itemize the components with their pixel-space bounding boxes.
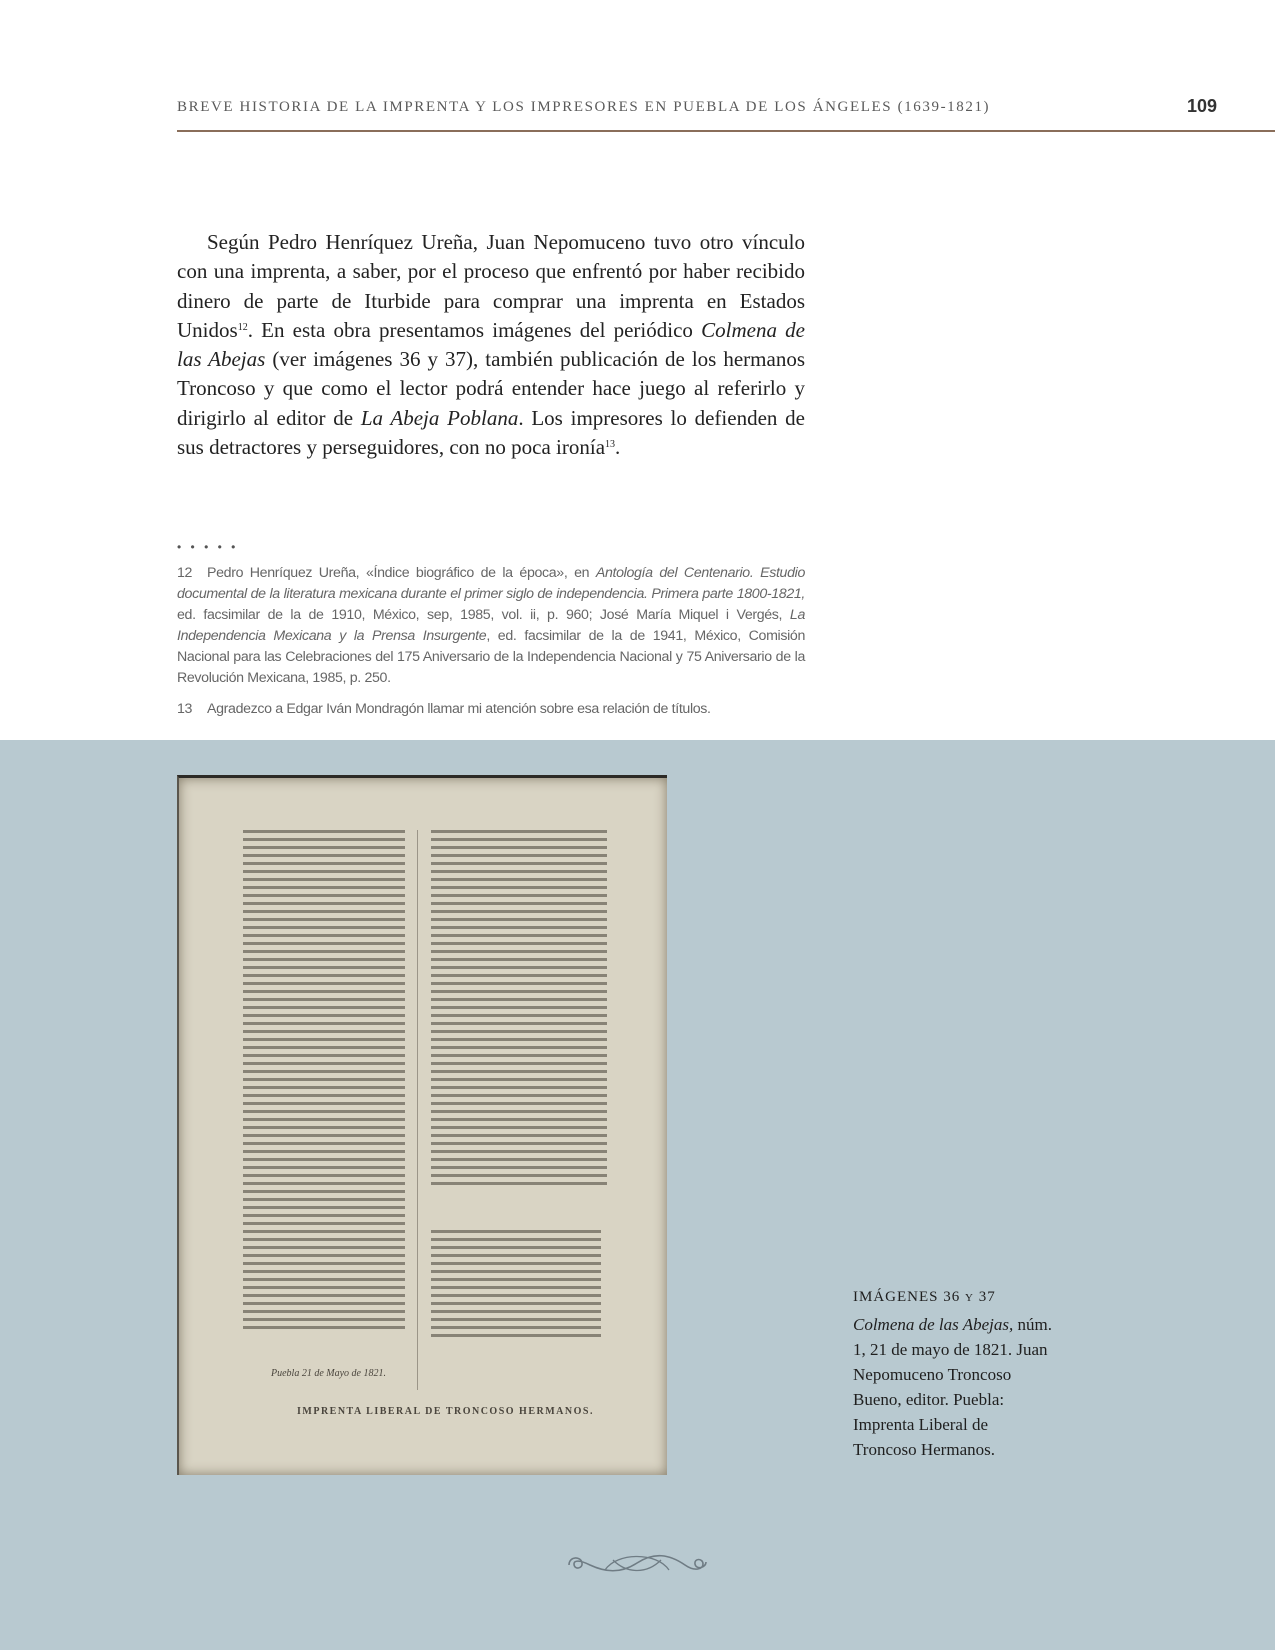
flourish-ornament-icon [565, 1548, 710, 1578]
footnote-title: Antología del Centenario. Estudio documental de la literatura mexicana durante el primer siglo de independencia. Primera parte 1800-1821, [177, 565, 805, 602]
newspaper-scan-image [177, 775, 667, 1475]
periodical-title-2: La Abeja Poblana [360, 405, 519, 430]
footnote-text: ed. facsimilar de la de 1910, México, sep, 1985, vol. ii, p. 960; José María Miquel i Vergés, [177, 607, 790, 623]
footnote-text: Pedro Henríquez Ureña, «Índice biográfico de la época», en [207, 565, 596, 581]
footnotes [177, 563, 805, 730]
caption-body [853, 1312, 1053, 1462]
footnote-ref-13: 13 [605, 439, 616, 451]
figure-caption [853, 1285, 1053, 1462]
body-text-5: . [615, 435, 621, 460]
running-title: BREVE HISTORIA DE LA IMPRENTA Y LOS IMPRESORES EN PUEBLA DE LOS ÁNGELES (1639-1821) [177, 99, 991, 115]
figure-panel [0, 740, 1275, 1650]
scan-column-rule [417, 830, 418, 1390]
body-text-3: (ver imágenes 36 y 37), también publicación de los hermanos Troncoso y que como el lector podrá entender hace juego al referirlo y dirigirlo al editor de [177, 347, 805, 430]
caption-text: núm. 1, 21 de mayo de 1821. Juan Nepomuceno Troncoso Bueno, editor. Puebla: Imprenta Liberal de Troncoso Hermanos. [853, 1315, 1052, 1459]
footnote-13 [177, 699, 805, 720]
scan-text-column [431, 1230, 601, 1340]
footnote-text: , ed. facsimilar de la de 1941, México, Comisión Nacional para las Celebraciones del 175 Aniversario de la Independencia Nacional y 75 Aniversario de la Revolución Mexicana, 1985, p. 250. [177, 628, 805, 686]
page-number: 109 [1187, 96, 1218, 116]
scan-signature: Puebla 21 de Mayo de 1821. [271, 1368, 386, 1379]
caption-label: IMÁGENES 36 y 37 [853, 1289, 996, 1305]
scan-imprint: IMPRENTA LIBERAL DE TRONCOSO HERMANOS. [297, 1406, 594, 1417]
scan-text-column [243, 830, 405, 1330]
footnote-separator: • • • • • [177, 540, 239, 554]
scan-text-column [431, 830, 607, 1190]
footnote-12 [177, 563, 805, 689]
footnote-number: 13 [177, 701, 193, 717]
body-text-2: . En esta obra presentamos imágenes del periódico [247, 317, 702, 342]
body-text-1: Según Pedro Henríquez Ureña, Juan Nepomuceno tuvo otro vínculo con una imprenta, a saber, por el proceso que enfrentó por haber recibido dinero de parte de Iturbide para comprar una imprenta en Estados Unidos [177, 230, 805, 342]
caption-title: Colmena de las Abejas, [853, 1315, 1014, 1334]
footnote-title: La Independencia Mexicana y la Prensa Insurgente [177, 607, 805, 644]
body-text-4: . Los impresores lo defienden de sus detractores y perseguidores, con no poca ironía [177, 405, 805, 460]
footnote-number: 12 [177, 565, 193, 581]
footnote-ref-12: 12 [237, 321, 248, 333]
footnote-text: Agradezco a Edgar Iván Mondragón llamar mi atención sobre esa relación de títulos. [207, 701, 711, 717]
running-header [177, 96, 1275, 132]
periodical-title: Colmena de las Abejas [177, 317, 805, 372]
body-paragraph [177, 228, 805, 462]
